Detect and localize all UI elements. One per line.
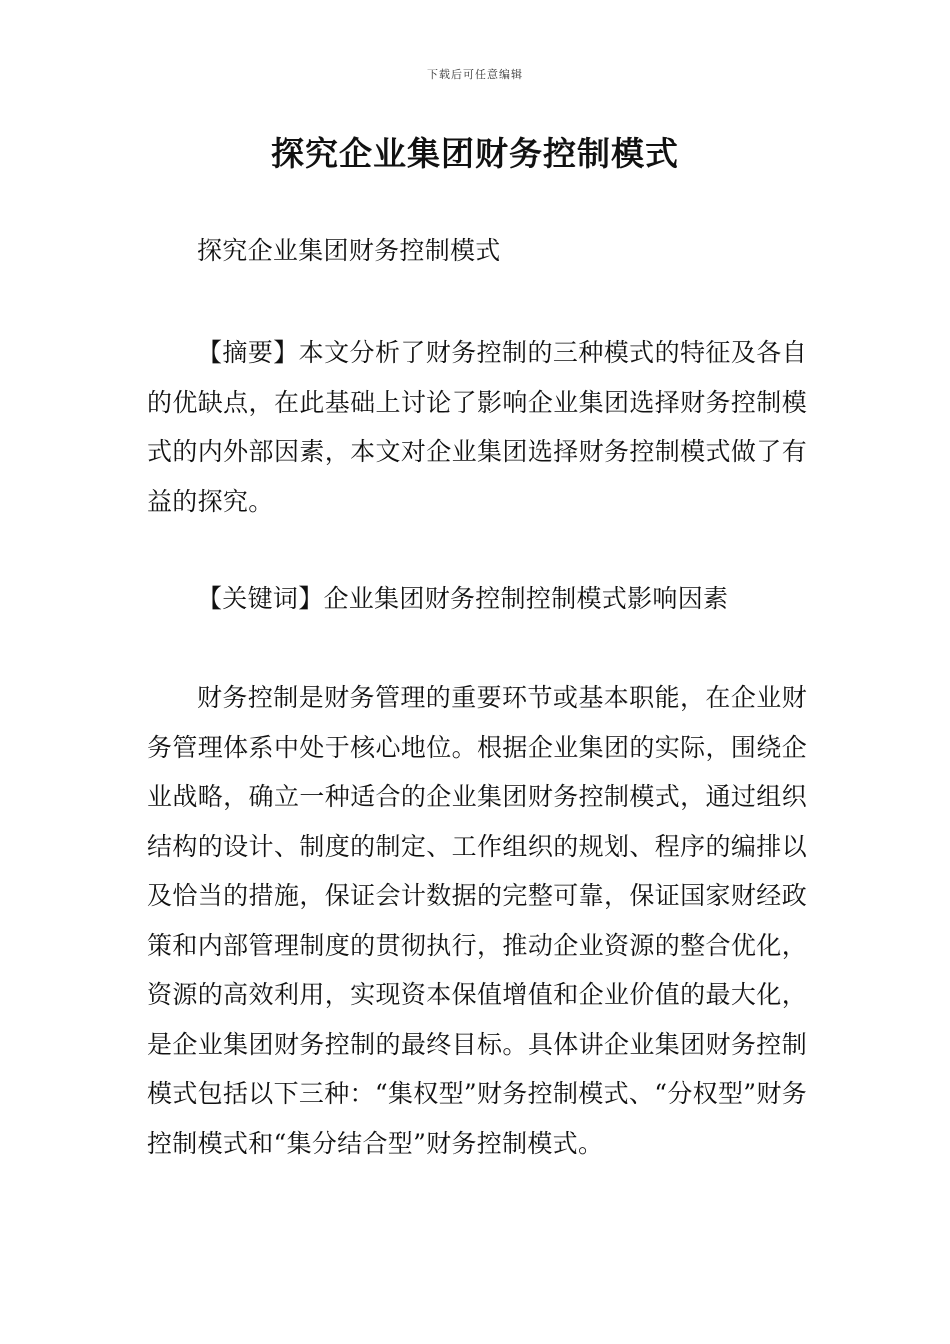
download-note: 下载后可任意编辑: [427, 68, 523, 81]
keywords-paragraph: 【关键词】企业集团财务控制控制模式影响因素: [197, 584, 729, 613]
abstract-paragraph: 【摘要】本文分析了财务控制的三种模式的特征及各自的优缺点，在此基础上讨论了影响企业集团选择财务控制模式的内外部因素，本文对企业集团选择财务控制模式做了有益的探究。: [147, 338, 807, 516]
document-title: 探究企业集团财务控制模式: [271, 134, 679, 173]
body-paragraph: 财务控制是财务管理的重要环节或基本职能，在企业财务管理体系中处于核心地位。根据企业集团的实际，围绕企业战略，确立一种适合的企业集团财务控制模式，通过组织结构的设计、制度的制定、工作组织的规划、程序的编排以及恰当的措施，保证会计数据的完整可靠，保证国家财经政策和内部管理制度的贯彻执行，推动企业资源的整合优化，资源的高效利用，实现资本保值增值和企业价值的最大化，是企业集团财务控制的最终目标。具体讲企业集团财务控制模式包括以下三种：“集权型”财务控制模式、“分权型”财务控制模式和“集分结合型”财务控制模式。: [147, 683, 807, 1158]
document-subtitle: 探究企业集团财务控制模式: [197, 236, 501, 265]
